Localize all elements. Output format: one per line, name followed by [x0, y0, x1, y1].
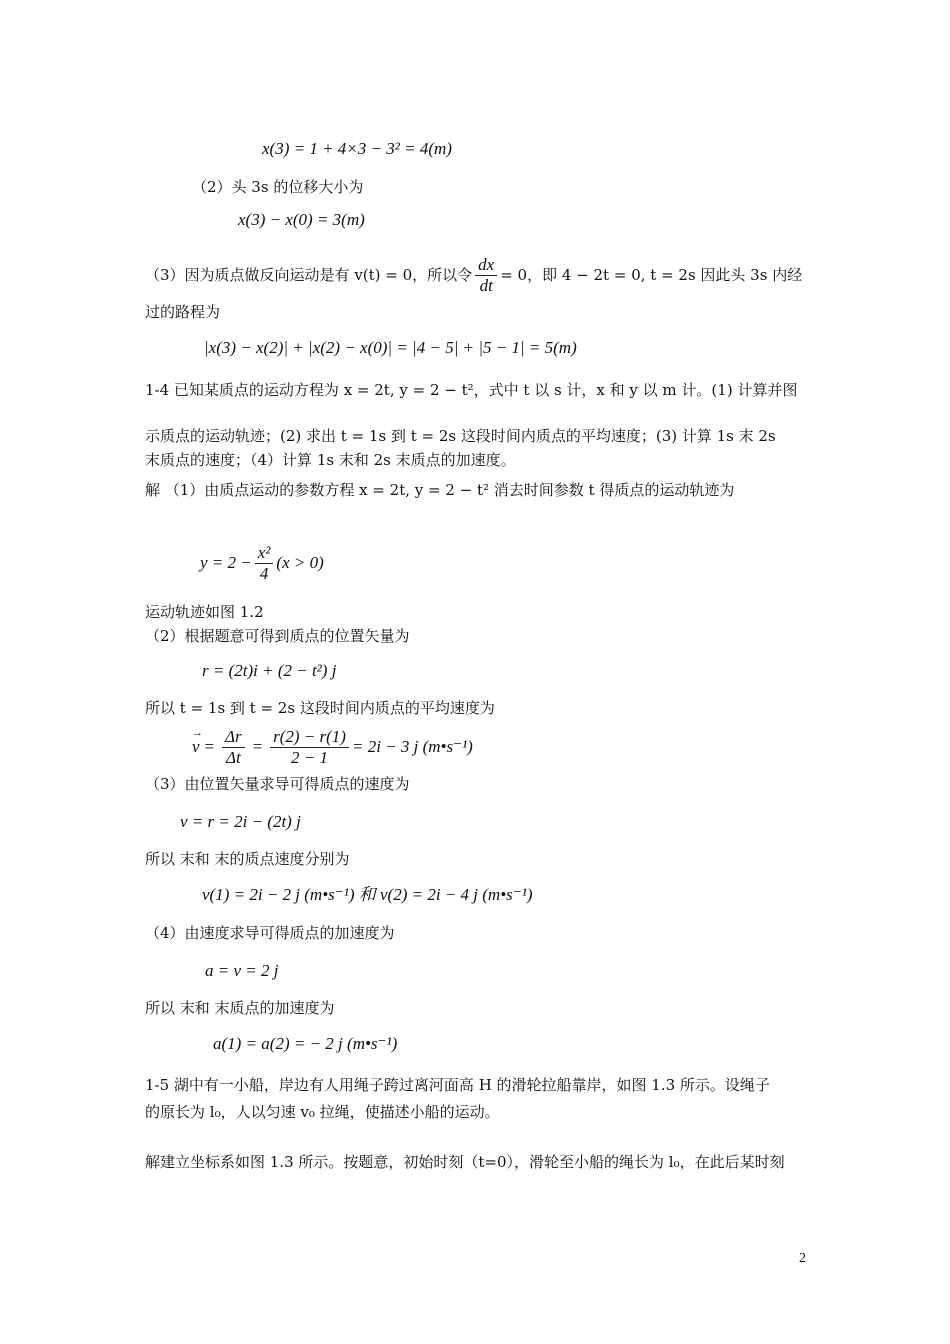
equation-position-vector: r = (2t)i + (2 − t²) j	[202, 661, 337, 680]
fraction-denominator: dt	[479, 275, 493, 295]
page-number: 2	[799, 1251, 806, 1266]
text-line: （2）根据题意可得到质点的位置矢量为	[145, 627, 410, 645]
fraction-numerator: Δr	[222, 727, 245, 748]
problem-1-4-line-3: 末质点的速度；（4）计算 1s 末和 2s 末质点的加速度。	[145, 451, 516, 469]
equation-trajectory	[200, 538, 324, 588]
text-segment: = 0，即 4 − 2t = 0, t = 2s 因此头 3s 内经	[500, 266, 803, 284]
equation-average-velocity	[192, 722, 473, 772]
problem-1-5-line-2: 的原长为 l₀，人以匀速 v₀ 拉绳，使描述小船的运动。	[145, 1103, 500, 1121]
problem-1-5-line-1: 1-5 湖中有一小船，岸边有人用绳子跨过离河面高 H 的滑轮拉船靠岸，如图 1.3 所示。设绳子	[145, 1076, 770, 1094]
text-segment: （3）因为质点做反向运动是有 v(t) = 0，所以令	[145, 266, 473, 284]
text-line-reverse-motion	[145, 250, 802, 300]
text-line: 所以 t = 1s 到 t = 2s 这段时间内质点的平均速度为	[145, 699, 495, 717]
text-line: 所以 末和 末质点的加速度为	[145, 999, 335, 1017]
equation-velocity-values: v(1) = 2i − 2 j (m•s⁻¹) 和 v(2) = 2i − 4 j (m•s⁻¹)	[202, 885, 533, 904]
fraction-denominator: 4	[259, 563, 269, 583]
problem-1-4-line-1: 1-4 已知某质点的运动方程为 x = 2t, y = 2 − t²，式中 t 以 s 计，x 和 y 以 m 计。(1) 计算并图	[145, 381, 798, 399]
fraction-numerator: r(2) − r(1)	[270, 727, 349, 748]
equation-x3: x(3) = 1 + 4×3 − 3² = 4(m)	[262, 139, 452, 158]
equation-segment: = 2i − 3 j (m•s⁻¹)	[351, 737, 473, 756]
equals-sign: =	[203, 737, 216, 756]
equation-velocity: v = r = 2i − (2t) j	[180, 812, 301, 831]
text-line: 运动轨迹如图 1.2	[145, 603, 264, 621]
equals-sign: =	[251, 737, 264, 756]
solution-1-5-line-1: 解建立坐标系如图 1.3 所示。按题意，初始时刻（t=0），滑轮至小船的绳长为 l₀，在此后某时刻	[145, 1153, 785, 1171]
text-line: 过的路程为	[145, 303, 221, 321]
text-line: （3）由位置矢量求导可得质点的速度为	[145, 775, 410, 793]
fraction-denominator: 2 − 1	[291, 747, 329, 767]
equation-segment: (x > 0)	[276, 553, 324, 572]
fraction-numerator: dx	[475, 255, 497, 276]
fraction-numerator: x²	[255, 543, 274, 564]
fraction-x2-over-4	[255, 543, 274, 584]
fraction-r-difference	[270, 727, 349, 768]
fraction-denominator: Δt	[225, 747, 241, 767]
equation-path-length: |x(3) − x(2)| + |x(2) − x(0)| = |4 − 5| + |5 − 1| = 5(m)	[204, 338, 577, 357]
equation-displacement: x(3) − x(0) = 3(m)	[238, 210, 365, 229]
problem-1-4-line-2: 示质点的运动轨迹；(2) 求出 t = 1s 到 t = 2s 这段时间内质点的平均速度；(3) 计算 1s 末 2s	[145, 427, 776, 445]
fraction-dxdt	[475, 255, 497, 296]
text-line: （2）头 3s 的位移大小为	[192, 178, 364, 196]
solution-line-1: 解 （1）由质点运动的参数方程 x = 2t, y = 2 − t² 消去时间参数 t 得质点的运动轨迹为	[145, 481, 735, 499]
equation-acceleration-values: a(1) = a(2) = − 2 j (m•s⁻¹)	[213, 1034, 398, 1053]
text-line: （4）由速度求导可得质点的加速度为	[145, 924, 395, 942]
fraction-delta-r-over-delta-t	[222, 727, 245, 768]
equation-segment: y = 2 −	[200, 553, 252, 572]
equation-acceleration: a = v = 2 j	[205, 961, 279, 980]
text-line: 所以 末和 末的质点速度分别为	[145, 850, 350, 868]
vector-v: → v	[192, 737, 200, 757]
